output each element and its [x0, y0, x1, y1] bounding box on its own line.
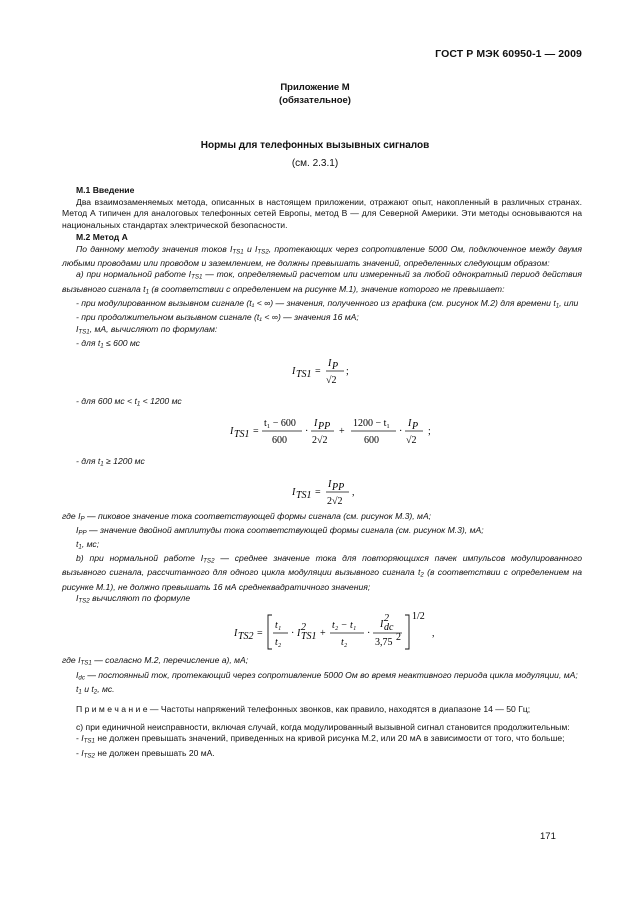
- formula-4: [62, 607, 582, 655]
- method-paragraph: По данному методу значения токов $I_{TS1}$ и $I_{TS2}$, протекающих через сопротивление 5000 Ом, подключенное между двумя любыми проводами или проводом и заземлением, не должны превышать значений, определенных следующим образом:: [62, 243, 582, 268]
- formula-equals: =: [315, 486, 321, 498]
- formula-subscript: TS1: [301, 631, 317, 643]
- standard-header: ГОСТ Р МЭК 60950-1 — 2009: [435, 48, 582, 60]
- formula-denominator: 2√2: [327, 495, 343, 507]
- intro-paragraph: Два взаимозаменяемых метода, описанных в настоящем приложении, отражают опыт, накопленный в различных странах. Метод А типичен для аналоговых телефонных сетей Европы, метод В — для Северной Америки. Эти методы основываются на национальных стандартах электрической безопасности.: [62, 196, 582, 231]
- formula-equals: =: [253, 426, 259, 438]
- formula-denominator: 2√2: [312, 435, 328, 447]
- formula-equals: =: [315, 366, 321, 378]
- formula-numerator: t₂ − t₁: [332, 620, 357, 632]
- dot-operator: ·: [291, 628, 295, 640]
- formula-2: [62, 410, 582, 452]
- dot-operator: ·: [305, 426, 309, 438]
- formula-symbol: I: [380, 619, 384, 631]
- formula-1: [62, 352, 582, 392]
- formula-equals: =: [257, 628, 263, 640]
- formula-numerator: t₁ − 600: [264, 418, 296, 430]
- document-title: Нормы для телефонных вызывных сигналов: [200, 140, 430, 151]
- formula-subscript: TS1: [296, 369, 312, 381]
- formula-subscript: PP: [318, 421, 331, 433]
- where-line: где $I_{TS1}$ — согласно М.2, перечисление а), мА;: [62, 655, 249, 667]
- annex-status: (обязательное): [279, 95, 351, 106]
- formula-denominator: 600: [272, 435, 287, 447]
- calc-intro: $I_{TS2}$ вычисляют по формуле: [76, 593, 191, 605]
- formula-symbol: I: [297, 628, 301, 640]
- formula-denominator: √2: [406, 435, 417, 447]
- where-line: $I_{PP}$ — значение двойной амплитуды тока соответствующей формы сигнала (см. рисунок М.3), мА;: [76, 524, 484, 537]
- where-line: $t_1$ и $t_2$, мс.: [76, 683, 115, 696]
- formula-subscript: TS1: [234, 429, 250, 441]
- formula-denominator: 600: [364, 435, 379, 447]
- left-bracket: [268, 615, 272, 649]
- formula-denominator: t₂: [275, 637, 282, 649]
- formula-symbol: I: [408, 418, 412, 430]
- formula-symbol: I: [328, 358, 332, 370]
- where-line: где $I_P$ — пиковое значение тока соответствующей формы сигнала (см. рисунок М.3), мА;: [62, 510, 432, 523]
- paragraph-c: с) при единичной неисправности, включая случай, когда модулированный вызывной сигнал становится продолжительным:: [76, 721, 570, 732]
- formula-superscript: 2: [301, 622, 306, 634]
- note-label: П р и м е ч а н и е: [76, 704, 148, 715]
- formula-symbol: I: [292, 366, 296, 378]
- formula-superscript: 2: [384, 613, 389, 625]
- paragraph-b: b) при нормальной работе $I_{TS2}$ — среднее значение тока для повторяющихся пачек импульсов модулированного вызывного сигнала, рассчитанного для одного цикла модуляции вызывного сигнала $t_2$ (в соответствии с определением на рисунке М.1), не должно превышать 16 мА среднеквадратичного значения;: [62, 553, 583, 592]
- formula-subscript: P: [412, 421, 419, 433]
- annex-title: Приложение М: [280, 82, 350, 93]
- formula-3-graphic: [62, 471, 582, 511]
- dot-operator: ·: [367, 628, 371, 640]
- list-item: - при модулированном вызывном сигнале (t₁ < ∞) — значения, полученного из графика (см. рисунок М.2) для времени $t_1$, или: [76, 297, 579, 310]
- document-body: [62, 185, 582, 762]
- list-item: - при продолжительном вызывном сигнале (t₁ < ∞) — значения 16 мА;: [76, 312, 359, 323]
- formula-numerator: 1200 − t₁: [353, 418, 390, 430]
- condition-3: - для $t_1 \ge 1200$ мс: [76, 456, 145, 468]
- right-bracket: [405, 615, 409, 649]
- where-line: $I_{dc}$ — постоянный ток, протекающий через сопротивление 5000 Ом во время неактивного периода цикла модуляции, мА;: [76, 669, 578, 682]
- condition-1: - для $t_1 \le 600$ мс: [76, 337, 140, 350]
- formula-3: [62, 471, 582, 511]
- formula-subscript: PP: [332, 481, 345, 493]
- annex-heading: [0, 81, 630, 107]
- where-line: $t_1$, мс;: [76, 538, 100, 551]
- formula-subscript: dc: [384, 622, 394, 634]
- formula-symbol: I: [234, 628, 238, 640]
- formula-4-graphic: [62, 607, 582, 655]
- calc-intro: $I_{TS1}$, мА, вычисляют по формулам:: [76, 323, 218, 336]
- formula-end: ;: [346, 366, 349, 378]
- formula-subscript: TS2: [238, 631, 254, 643]
- formula-2-graphic: [62, 410, 582, 452]
- formula-plus: +: [339, 426, 345, 438]
- dot-operator: ·: [399, 426, 403, 438]
- page-number: 171: [540, 831, 556, 842]
- formula-superscript: 2: [396, 632, 401, 644]
- formula-denominator: t₂: [341, 637, 348, 649]
- formula-end: ;: [428, 426, 431, 438]
- formula-subscript: P: [332, 361, 339, 373]
- formula-denominator: 3,75: [375, 637, 393, 649]
- section-heading: М.2 Метод А: [76, 231, 128, 242]
- formula-denominator: √2: [326, 375, 337, 387]
- formula-symbol: I: [292, 486, 296, 498]
- list-item: - $I_{TS2}$ не должен превышать 20 мА.: [76, 747, 215, 760]
- formula-1-graphic: [62, 352, 582, 392]
- formula-subscript: TS1: [296, 489, 312, 501]
- note-paragraph: П р и м е ч а н и е — Частоты напряжений телефонных звонков, как правило, находятся в диапазоне 14 — 50 Гц;: [76, 704, 531, 715]
- formula-symbol: I: [328, 478, 332, 490]
- condition-2: - для 600 мс < $t_1 < 1200$ мс: [76, 396, 182, 408]
- formula-symbol: I: [314, 418, 318, 430]
- formula-exponent: 1/2: [412, 611, 425, 623]
- section-heading: М.1 Введение: [76, 185, 135, 195]
- list-item: - $I_{TS1}$ не должен превышать значений, приведенных на кривой рисунка М.2, или 20 мА в зависимости от того, что больше;: [76, 733, 565, 745]
- formula-end: ,: [432, 628, 435, 640]
- formula-plus: +: [320, 628, 326, 640]
- formula-symbol: I: [230, 426, 234, 438]
- paragraph-a: а) при нормальной работе $I_{TS1}$ — ток, определяемый расчетом или измеренный за любой однократный период действия вызывного сигнала $t_1$ (в соответствии с определением на рисунке М.1), значение которого не превышает:: [62, 269, 582, 296]
- formula-end: ,: [352, 486, 355, 498]
- see-reference: (см. 2.3.1): [291, 158, 339, 169]
- formula-numerator: t₁: [275, 620, 282, 632]
